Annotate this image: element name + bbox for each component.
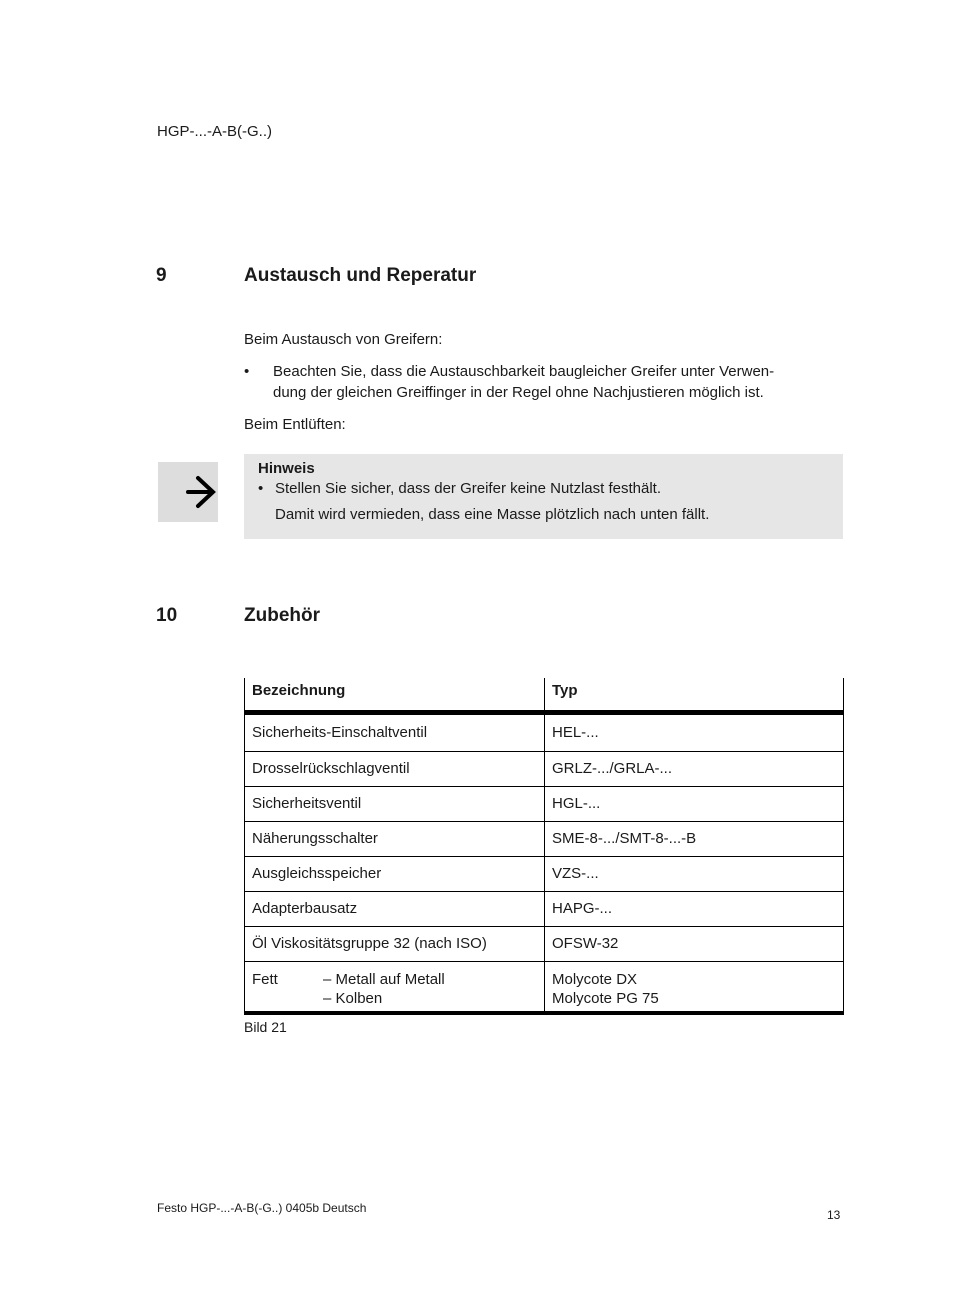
table-row — [245, 857, 844, 892]
cell-type: SME-8-.../SMT-8-...-B — [545, 822, 844, 857]
grease-label: Fett — [252, 971, 278, 988]
table-row — [245, 787, 844, 822]
exchange-bullet-line-1: Beachten Sie, dass die Austauschbarkeit baugleicher Greifer unter Verwen- — [273, 363, 775, 380]
table-row — [245, 752, 844, 787]
column-header-designation: Bezeichnung — [245, 678, 545, 713]
cell-designation-grease — [245, 962, 545, 1014]
note-line-2: Damit wird vermieden, dass eine Masse plötzlich nach unten fällt. — [275, 506, 710, 523]
note-line-1: Stellen Sie sicher, dass der Greifer keine Nutzlast festhält. — [275, 480, 662, 497]
footer-document-info: Festo HGP-...-A-B(-G..) 0405b Deutsch — [157, 1201, 367, 1215]
cell-designation: Öl Viskositätsgruppe 32 (nach ISO) — [245, 927, 545, 962]
figure-caption: Bild 21 — [244, 1019, 287, 1035]
section-10-number: 10 — [156, 605, 178, 626]
cell-type-grease — [545, 962, 844, 1014]
column-header-type: Typ — [545, 678, 844, 713]
table-row-grease — [245, 962, 844, 1014]
arrow-right-icon — [186, 472, 216, 512]
cell-type: VZS-... — [545, 857, 844, 892]
section-10-title: Zubehör — [244, 605, 320, 626]
table-header-row — [245, 678, 844, 713]
grease-sub-metal: – Metall auf Metall — [323, 971, 445, 988]
table-row — [245, 927, 844, 962]
cell-type: HEL-... — [545, 713, 844, 752]
grease-type-1: Molycote DX — [552, 971, 638, 988]
cell-type: OFSW-32 — [545, 927, 844, 962]
exchange-bullet-line-2: dung der gleichen Greiffinger in der Regel ohne Nachjustieren möglich ist. — [273, 384, 764, 401]
section-9-number: 9 — [156, 265, 167, 286]
table-row — [245, 713, 844, 752]
exchange-intro: Beim Austausch von Greifern: — [244, 331, 443, 348]
bullet-glyph: • — [244, 363, 250, 380]
page-number: 13 — [827, 1208, 841, 1222]
grease-sub-piston: – Kolben — [323, 990, 383, 1007]
cell-designation: Drosselrückschlagventil — [245, 752, 545, 787]
note-bullet-glyph: • — [258, 480, 264, 497]
venting-intro: Beim Entlüften: — [244, 416, 346, 433]
grease-type-2: Molycote PG 75 — [552, 990, 659, 1007]
note-icon-box — [158, 462, 218, 522]
table-row — [245, 822, 844, 857]
cell-type: HAPG-... — [545, 892, 844, 927]
cell-type: HGL-... — [545, 787, 844, 822]
note-box — [244, 454, 843, 539]
cell-designation: Sicherheits-Einschaltventil — [245, 713, 545, 752]
cell-designation: Sicherheitsventil — [245, 787, 545, 822]
accessories-table — [244, 678, 844, 1015]
note-title: Hinweis — [258, 460, 315, 477]
section-9-title: Austausch und Reperatur — [244, 265, 477, 286]
table-row — [245, 892, 844, 927]
exchange-bullet — [244, 361, 844, 403]
cell-type: GRLZ-.../GRLA-... — [545, 752, 844, 787]
cell-designation: Näherungsschalter — [245, 822, 545, 857]
header-document-reference: HGP-...-A-B(-G..) — [157, 123, 272, 140]
cell-designation: Ausgleichsspeicher — [245, 857, 545, 892]
cell-designation: Adapterbausatz — [245, 892, 545, 927]
